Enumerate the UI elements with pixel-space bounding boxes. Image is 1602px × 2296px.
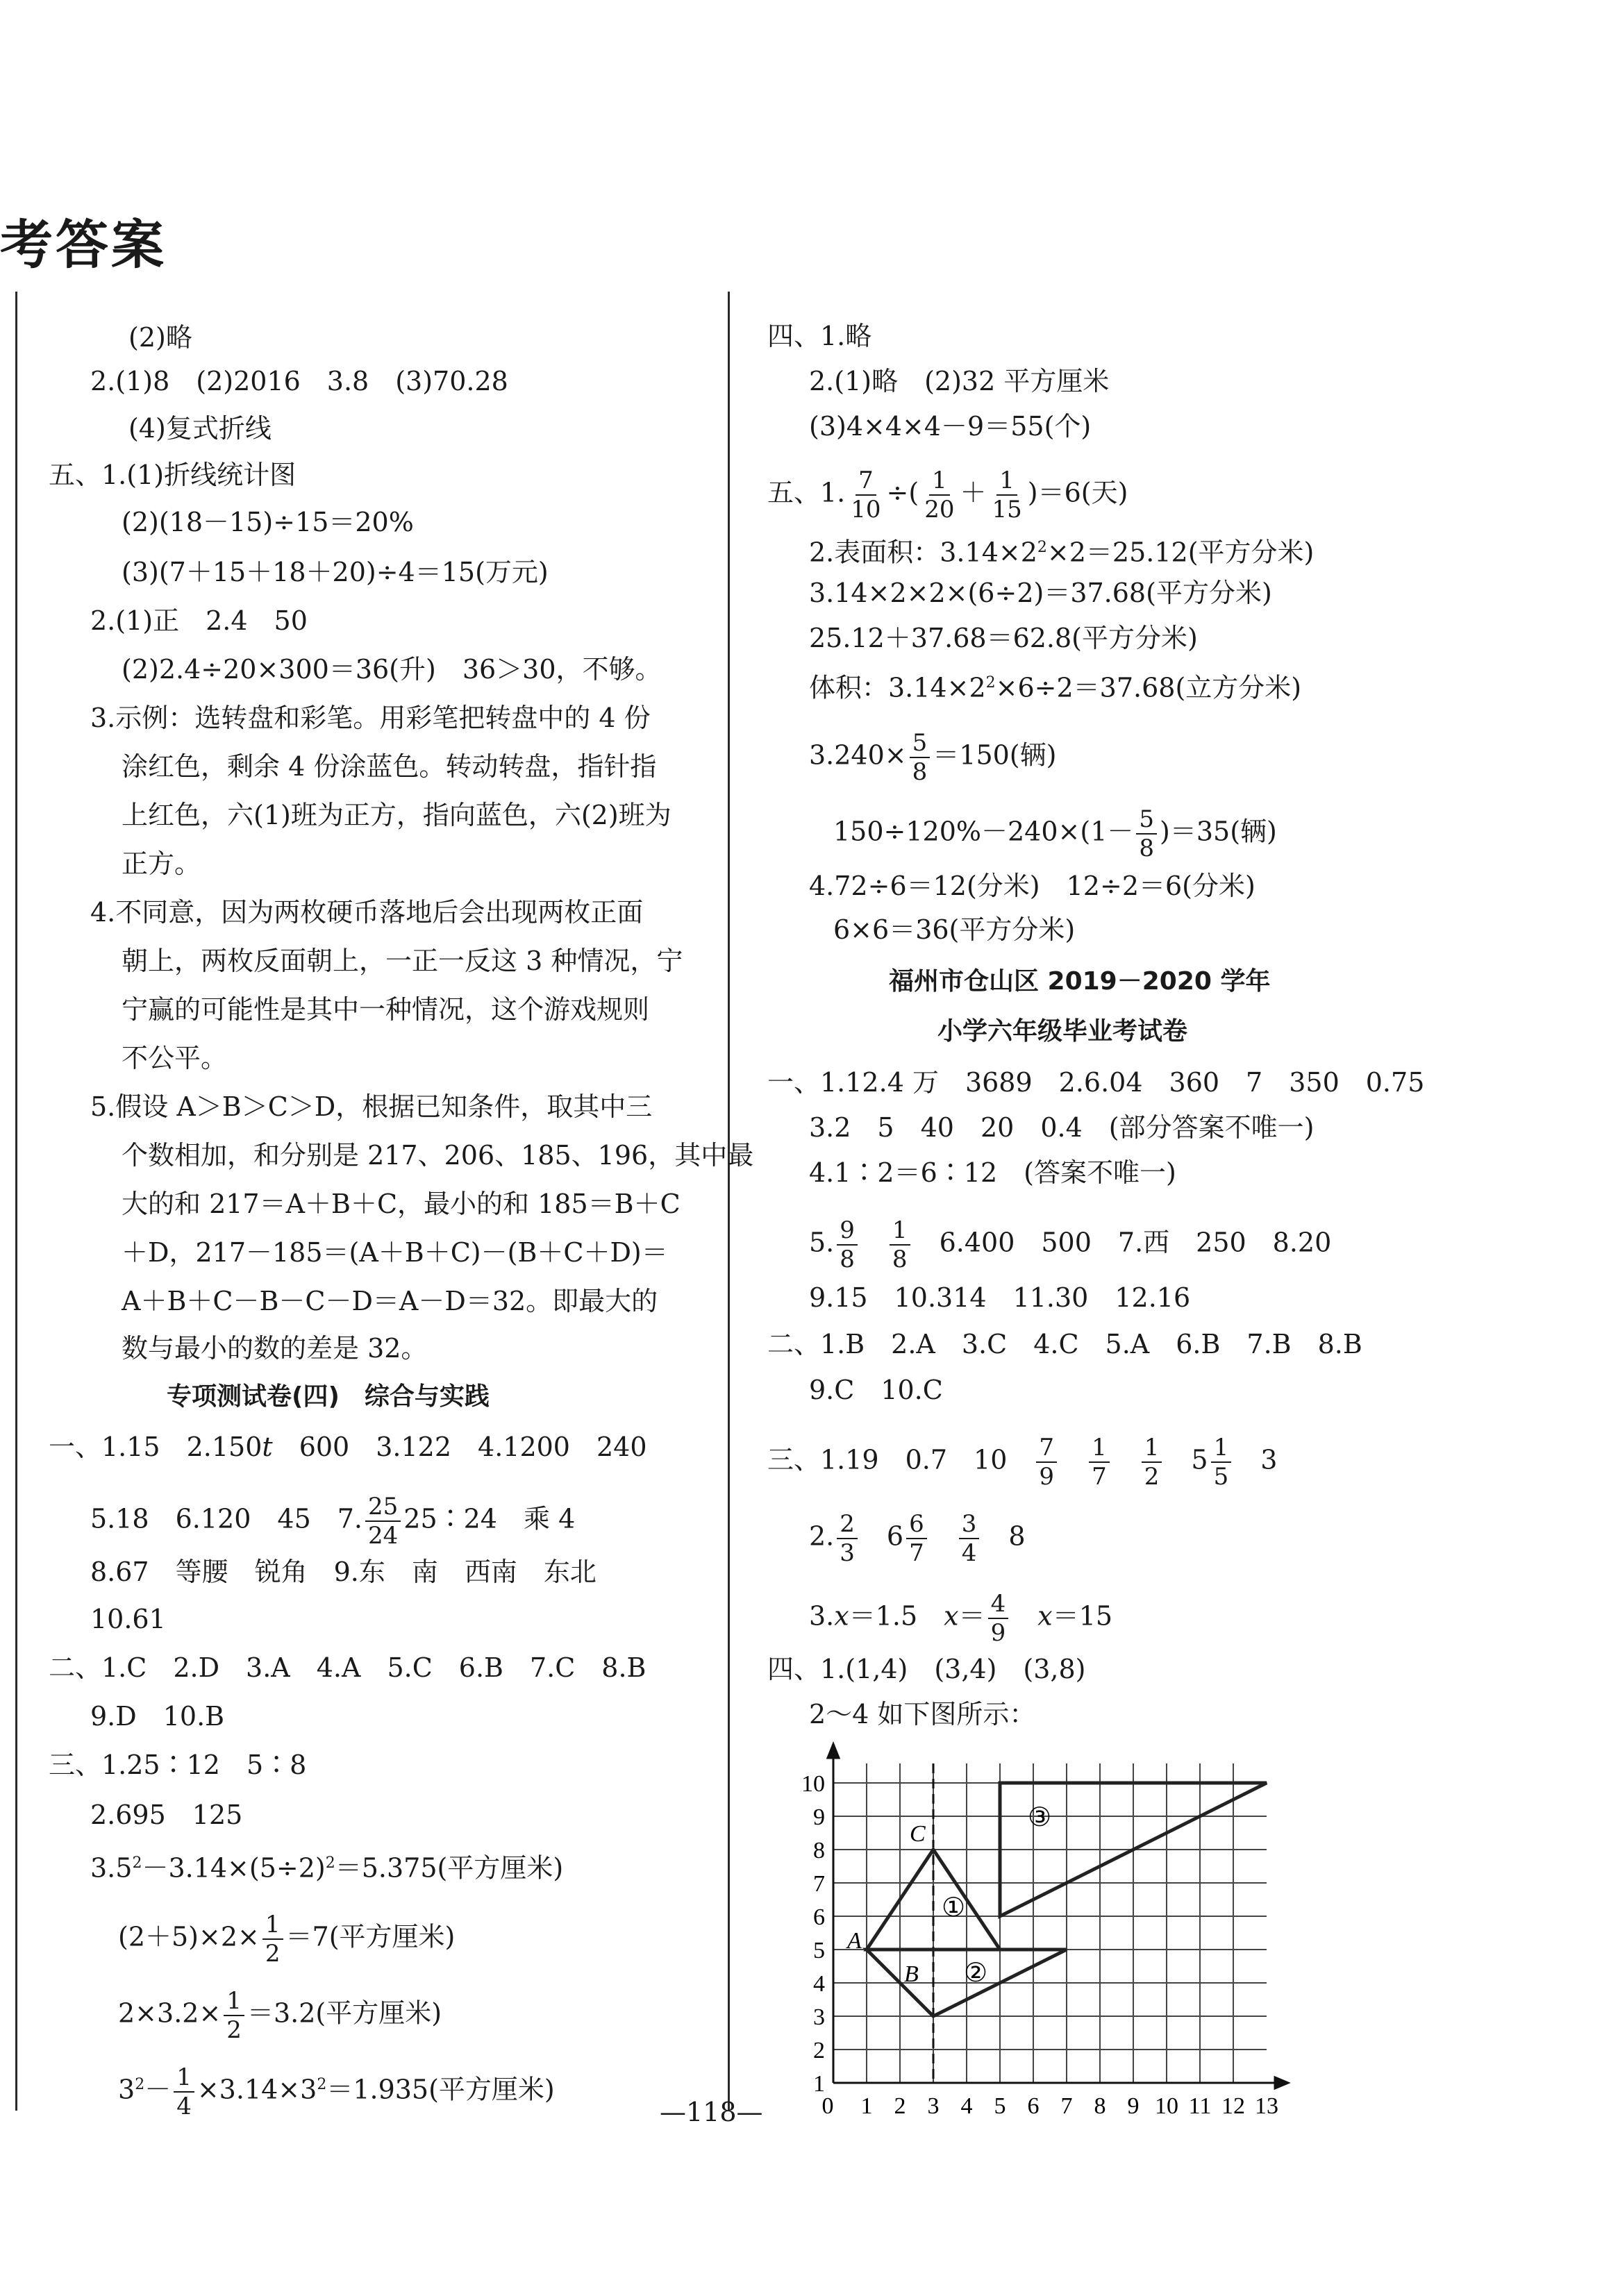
answer-line: 2.695 125 xyxy=(90,1800,243,1830)
page-title: 考答案 xyxy=(0,214,167,276)
x-tick-label: 4 xyxy=(960,2093,973,2119)
answer-line: $3.5^2-3.14\times(5\div 2)^2=5.375$(平方厘米) xyxy=(90,1852,564,1884)
answer-line: 四、1.(1,4) (3,4) (3,8) xyxy=(767,1654,1086,1684)
y-tick-label: 5 xyxy=(813,1938,825,1963)
answer-line: 2～4 如下图所示： xyxy=(809,1699,1036,1729)
label-region-3: ③ xyxy=(1028,1803,1052,1832)
y-tick-label: 6 xyxy=(813,1904,825,1930)
fraction: $\frac{1}{2}$ xyxy=(224,1987,244,2044)
column-divider xyxy=(728,292,730,2111)
answer-line: 涂红色，剩余 4 份涂蓝色。转动转盘，指针指 xyxy=(122,751,657,782)
answer-line: 5.18 6.120 45 7. $\frac{25}{24}$ 25∶24 乘 4 xyxy=(90,1493,576,1550)
label-a: A xyxy=(847,1928,862,1954)
x-tick-label: 10 xyxy=(1155,2093,1178,2119)
fraction: $\frac{7}{10}$ xyxy=(851,467,881,523)
answer-line: 3.示例：选转盘和彩笔。用彩笔把转盘中的 4 份 xyxy=(90,703,651,733)
y-tick-label: 4 xyxy=(813,1971,825,1997)
answer-line: 4.1∶2＝6∶12 (答案不唯一) xyxy=(809,1157,1176,1188)
answer-line: 5. $\frac{9}{8}$ $\frac{1}{8}$ 6.400 500 7.西 250 8.20 xyxy=(809,1216,1332,1273)
section-heading: 小学六年级毕业考试卷 xyxy=(937,1017,1188,1046)
x-tick-label: 3 xyxy=(927,2093,940,2119)
answer-line: 2.(1)正 2.4 50 xyxy=(90,605,308,636)
fraction: $\frac{5}{8}$ xyxy=(1136,805,1157,862)
x-tick-label: 1 xyxy=(860,2093,873,2119)
fraction: $\frac{1}{20}$ xyxy=(924,467,955,523)
fraction: $\frac{1}{15}$ xyxy=(992,467,1022,523)
label-region-1: ① xyxy=(942,1893,966,1922)
answer-line: 2.(1)8 (2)2016 3.8 (3)70.28 xyxy=(90,366,508,396)
answer-line: (3)4×4×4－9＝55(个) xyxy=(809,411,1092,442)
answer-line: 一、1.15 2.150t 600 3.122 4.1200 240 xyxy=(49,1432,647,1462)
x-tick-label: 6 xyxy=(1027,2093,1040,2119)
answer-line: 大的和 217＝A＋B＋C，最小的和 185＝B＋C xyxy=(122,1189,681,1219)
label-region-2: ② xyxy=(964,1959,988,1988)
answer-line: 9.D 10.B xyxy=(90,1701,225,1732)
x-tick-label: 0 xyxy=(821,2093,834,2119)
answer-line: 宁赢的可能性是其中一种情况，这个游戏规则 xyxy=(122,994,650,1025)
fraction: $\frac{1}{2}$ xyxy=(262,1911,283,1968)
answer-line: 3.2 5 40 20 0.4 (部分答案不唯一) xyxy=(809,1112,1315,1143)
y-tick-label: 1 xyxy=(813,2071,825,2097)
x-tick-label: 13 xyxy=(1255,2093,1278,2119)
y-tick-label: 3 xyxy=(813,2004,825,2030)
answer-line: 9.C 10.C xyxy=(809,1375,943,1405)
x-tick-label: 9 xyxy=(1127,2093,1140,2119)
fraction: $\frac{3}{4}$ xyxy=(959,1510,980,1567)
answer-line: 个数相加，和分别是 217、206、185、196，其中最 xyxy=(122,1140,754,1171)
region-labels xyxy=(942,1803,1051,1988)
fraction: $\frac{4}{9}$ xyxy=(988,1590,1009,1647)
answer-line: 3.x＝1.5 x＝ $\frac{4}{9}$ x＝15 xyxy=(809,1590,1113,1647)
answer-line: (2＋5)×2× $\frac{1}{2}$ ＝7(平方厘米) xyxy=(118,1911,456,1968)
answer-line: (2)略 xyxy=(128,322,192,353)
answer-line: 五、1. $\frac{7}{10}$ ÷( $\frac{1}{20}$ ＋ $\frac{1}{15}$ )＝6(天) xyxy=(767,467,1128,523)
answer-line: 上红色，六(1)班为正方，指向蓝色，六(2)班为 xyxy=(122,800,671,830)
fraction: $\frac{1}{2}$ xyxy=(1142,1434,1162,1491)
left-margin-rule xyxy=(15,292,17,2111)
fraction: $\frac{5}{8}$ xyxy=(910,729,931,786)
answer-line: 4.不同意，因为两枚硬币落地后会出现两枚正面 xyxy=(90,897,644,928)
answer-line: 二、1.C 2.D 3.A 4.A 5.C 6.B 7.C 8.B xyxy=(49,1652,646,1683)
answer-line: 25.12＋37.68＝62.8(平方分米) xyxy=(809,623,1198,653)
fraction: $\frac{1}{4}$ xyxy=(174,2063,194,2120)
section-heading: 专项测试卷(四) 综合与实践 xyxy=(167,1382,490,1411)
answer-line: 3.14×2×2×(6÷2)＝37.68(平方分米) xyxy=(809,578,1272,608)
x-tick-label: 7 xyxy=(1060,2093,1073,2119)
label-b: B xyxy=(904,1961,919,1987)
answer-line: 体积：$3.14\times 2^2\times 6\div 2=37.68$(立方分米) xyxy=(809,672,1302,703)
answer-line: 10.61 xyxy=(90,1604,166,1634)
answer-line: 朝上，两枚反面朝上，一正一反这 3 种情况，宁 xyxy=(122,946,683,976)
answer-line: (2)(18－15)÷15＝20% xyxy=(122,507,414,537)
answer-line: (2)2.4÷20×300＝36(升) 36＞30，不够。 xyxy=(122,654,662,685)
answer-line: ＋D，217－185＝(A＋B＋C)－(B＋C＋D)＝ xyxy=(122,1237,668,1268)
y-tick-label: 2 xyxy=(813,2038,825,2063)
y-tick-label: 10 xyxy=(801,1771,825,1797)
page-number: —118— xyxy=(660,2097,763,2127)
answer-line: 4.72÷6＝12(分米) 12÷2＝6(分米) xyxy=(809,871,1255,901)
y-tick-label: 9 xyxy=(813,1804,825,1830)
fraction: $\frac{7}{9}$ xyxy=(1036,1434,1057,1491)
answer-line: (4)复式折线 xyxy=(128,413,272,444)
y-tick-label: 8 xyxy=(813,1838,825,1863)
answer-line: 2.表面积：$3.14\times 2^2\times 2=25.12$(平方分米) xyxy=(809,537,1315,568)
answer-line: 二、1.B 2.A 3.C 4.C 5.A 6.B 7.B 8.B xyxy=(767,1329,1362,1359)
answer-line: 2.(1)略 (2)32 平方厘米 xyxy=(809,366,1110,396)
answer-line: 三、1.25∶12 5∶8 xyxy=(49,1750,307,1780)
answer-line: 2. $\frac{2}{3}$ 6 $\frac{6}{7}$ $\frac{3}{4}$ 8 xyxy=(809,1510,1026,1567)
fraction: $\frac{9}{8}$ xyxy=(837,1216,858,1273)
fraction: $\frac{6}{7}$ xyxy=(906,1510,927,1567)
x-tick-label: 2 xyxy=(894,2093,906,2119)
answer-line: 2×3.2× $\frac{1}{2}$ ＝3.2(平方厘米) xyxy=(118,1987,442,2044)
fraction: $\frac{25}{24}$ xyxy=(365,1493,401,1550)
fraction: $\frac{2}{3}$ xyxy=(837,1510,858,1567)
x-tick-label: 12 xyxy=(1221,2093,1245,2119)
x-tick-label: 8 xyxy=(1094,2093,1106,2119)
answer-line: 9.15 10.314 11.30 12.16 xyxy=(809,1282,1191,1313)
x-tick-label: 11 xyxy=(1188,2093,1212,2119)
fraction: $\frac{1}{5}$ xyxy=(1211,1434,1232,1491)
coordinate-graph xyxy=(778,1736,1333,2125)
answer-line: 5.假设 A＞B＞C＞D，根据已知条件，取其中三 xyxy=(90,1091,653,1122)
y-tick-labels xyxy=(801,1771,825,2097)
answer-line: (3)(7＋15＋18＋20)÷4＝15(万元) xyxy=(122,557,549,587)
answer-line: 三、1.19 0.7 10 $\frac{7}{9}$ $\frac{1}{7}$ $\frac{1}{2}$ 5 $\frac{1}{5}$ 3 xyxy=(767,1434,1278,1491)
answer-line: $3^2-$ $\frac{1}{4}$ $\times 3.14\times 3^2=1.935$(平方厘米) xyxy=(118,2063,555,2120)
fraction: $\frac{1}{8}$ xyxy=(890,1216,910,1273)
section-heading: 福州市仓山区 2019－2020 学年 xyxy=(889,967,1271,996)
answer-line: 正方。 xyxy=(122,848,201,879)
x-tick-label: 5 xyxy=(994,2093,1006,2119)
y-tick-label: 7 xyxy=(813,1871,825,1897)
answer-line: 一、1.12.4 万 3689 2.6.04 360 7 350 0.75 xyxy=(767,1067,1425,1098)
answer-line: 四、1.略 xyxy=(767,321,872,351)
x-tick-labels xyxy=(822,2093,1279,2119)
label-c: C xyxy=(910,1821,926,1847)
answer-line: 不公平。 xyxy=(122,1043,228,1073)
answer-line: 数与最小的数的差是 32。 xyxy=(122,1333,428,1364)
answer-line: 8.67 等腰 锐角 9.东 南 西南 东北 xyxy=(90,1557,596,1587)
answer-line: A＋B＋C－B－C－D＝A－D＝32。即最大的 xyxy=(122,1286,658,1316)
answer-line: 3.240× $\frac{5}{8}$ ＝150(辆) xyxy=(809,729,1057,786)
point-labels xyxy=(846,1821,926,1987)
fraction: $\frac{1}{7}$ xyxy=(1089,1434,1110,1491)
answer-line: 150÷120%－240×(1－ $\frac{5}{8}$ )＝35(辆) xyxy=(833,805,1277,862)
answer-line: 五、1.(1)折线统计图 xyxy=(49,460,297,490)
answer-line: 6×6＝36(平方分米) xyxy=(833,914,1076,945)
